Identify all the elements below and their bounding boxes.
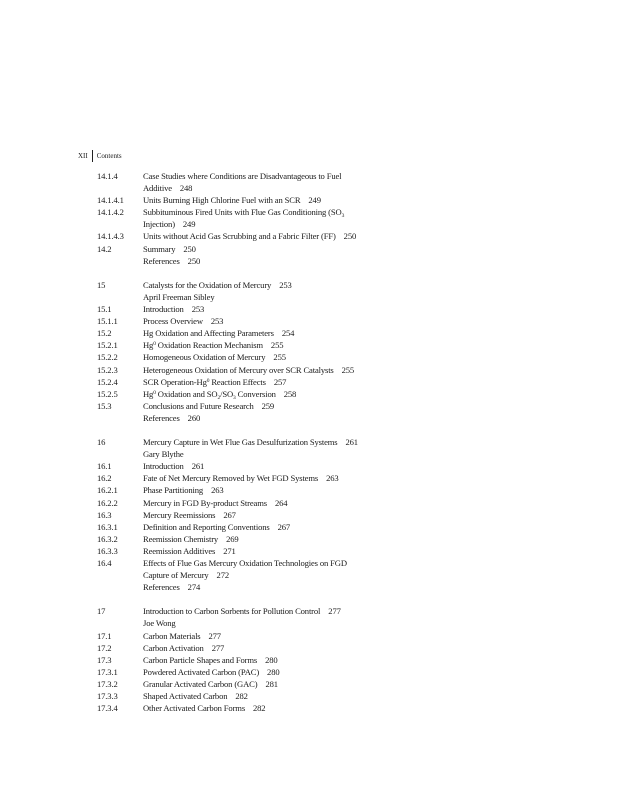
toc-title-text: SCR Operation-Hg [143, 376, 207, 387]
toc-entry-title [143, 339, 397, 351]
table-of-contents [97, 170, 397, 714]
toc-title-text: Conversion [235, 388, 276, 399]
toc-entry-number: 14.2 [97, 243, 112, 254]
subscript: 3 [341, 213, 345, 220]
toc-page-number: 269 [226, 533, 239, 544]
toc-entry-number: 15.1.1 [97, 316, 118, 327]
toc-entry-title [143, 521, 397, 533]
toc-title-text: Powdered Activated Carbon (PAC) [143, 666, 260, 677]
toc-entry-title [143, 351, 397, 363]
toc-page-number: 250 [183, 243, 196, 254]
toc-page-number: 259 [261, 400, 275, 411]
toc-entry [97, 533, 397, 545]
toc-entry-number: 16.2.2 [97, 497, 118, 508]
toc-title-text: Carbon Materials [143, 630, 201, 641]
toc-page-number: 277 [211, 642, 225, 653]
toc-entry-number: 17.3.4 [97, 703, 118, 714]
toc-entry-number: 14.1.4.1 [97, 195, 124, 206]
toc-entry-title [143, 436, 397, 448]
toc-page-number: 258 [283, 388, 297, 399]
toc-entry-number: 14.1.4.3 [97, 231, 124, 242]
toc-entry-title [143, 472, 397, 484]
toc-entry-title [143, 243, 397, 255]
toc-title-text: Carbon Particle Shapes and Forms [143, 654, 258, 665]
toc-entry-number: 17.3 [97, 654, 112, 665]
toc-entry-title [143, 460, 397, 472]
toc-entry [97, 460, 397, 472]
toc-entry-number: 16.4 [97, 558, 112, 568]
toc-page-number: 263 [211, 485, 224, 496]
toc-entry [97, 678, 397, 690]
toc-page-number: 282 [235, 691, 248, 702]
toc-title-text: Gary Blythe [143, 449, 184, 460]
toc-entry-number: 14.1.4.2 [97, 207, 124, 218]
toc-entry [97, 484, 397, 496]
page-number: XII [78, 152, 88, 160]
toc-entry-title [143, 194, 397, 206]
toc-entry-number [97, 581, 143, 593]
toc-entry-number: 16.2.1 [97, 485, 118, 496]
toc-page-number: 257 [273, 376, 287, 387]
toc-entry-number: 15.2.1 [97, 340, 118, 351]
toc-title-text: Mercury in FGD By-product Streams [143, 497, 267, 508]
toc-entry-title [143, 545, 397, 557]
toc-page-number: 249 [308, 195, 321, 206]
toc-page-number: 253 [279, 279, 292, 290]
toc-entry [97, 448, 397, 460]
toc-entry-number: 17.3.2 [97, 678, 118, 689]
toc-entry [97, 412, 397, 424]
toc-entry-title [143, 303, 397, 315]
running-header [78, 150, 122, 162]
toc-page-number: 253 [191, 304, 205, 315]
toc-entry-title [143, 291, 397, 303]
toc-entry-number: 16.3 [97, 509, 112, 520]
toc-entry-title [143, 327, 397, 339]
toc-entry-number: 15.3 [97, 400, 112, 411]
toc-entry-title [143, 279, 397, 291]
toc-entry [97, 206, 397, 230]
toc-entry-title [143, 412, 397, 424]
toc-title-text: Catalysts for the Oxidation of Mercury [143, 279, 272, 290]
toc-entry [97, 327, 397, 339]
toc-entry-number: 16.3.1 [97, 521, 118, 532]
toc-entry-number: 17 [97, 606, 106, 617]
toc-title-text: Effects of Flue Gas Mercury Oxidation Technologies on FGD [143, 558, 347, 568]
section-spacer [97, 593, 397, 605]
toc-title-text: Joe Wong [143, 618, 176, 629]
toc-title-text: Units Burning High Chlorine Fuel with an SCR [143, 195, 301, 206]
toc-entry-number: 15.2.5 [97, 388, 118, 399]
toc-title-text: Shaped Activated Carbon [143, 691, 228, 702]
toc-title-text: Case Studies where Conditions are Disadvantageous to Fuel [143, 171, 342, 181]
toc-entry-number: 16.3.3 [97, 545, 118, 556]
toc-entry [97, 400, 397, 412]
toc-entry-number [97, 255, 143, 267]
toc-entry-title [143, 206, 397, 230]
toc-entry-number: 17.3.3 [97, 691, 118, 702]
subscript: 2 [217, 394, 221, 401]
toc-entry-number: 14.1.4 [97, 171, 118, 181]
toc-entry-number: 16.2 [97, 473, 112, 484]
toc-page-number: 277 [328, 606, 341, 617]
toc-page-number: 255 [273, 352, 286, 363]
toc-entry-number [97, 448, 143, 460]
toc-entry [97, 194, 397, 206]
toc-entry-number: 15.2.3 [97, 364, 118, 375]
toc-entry [97, 545, 397, 557]
toc-entry [97, 497, 397, 509]
toc-entry-number: 15.2.2 [97, 352, 118, 363]
toc-page-number: 261 [345, 437, 358, 448]
toc-title-text: References [143, 412, 180, 423]
toc-entry-title [143, 617, 397, 629]
toc-title-text: Process Overview [143, 316, 203, 327]
toc-entry-title [143, 230, 397, 242]
toc-entry [97, 509, 397, 521]
toc-entry [97, 690, 397, 702]
toc-title-text: Introduction [143, 304, 184, 315]
toc-entry [97, 388, 397, 400]
toc-title-text: Granular Activated Carbon (GAC) [143, 678, 258, 689]
toc-entry-title [143, 666, 397, 678]
toc-entry-title [143, 581, 397, 593]
superscript: 0 [153, 341, 156, 348]
toc-title-text: April Freeman Sibley [143, 291, 215, 302]
toc-entry [97, 376, 397, 388]
toc-title-text: Mercury Reemissions [143, 509, 216, 520]
toc-entry-title [143, 678, 397, 690]
toc-page-number: 274 [187, 582, 201, 593]
toc-entry-title [143, 533, 397, 545]
toc-entry [97, 581, 397, 593]
toc-entry-title [143, 702, 397, 714]
toc-page-number: 249 [182, 219, 196, 230]
toc-page-number: 255 [341, 364, 355, 375]
toc-page-number: 264 [274, 497, 288, 508]
toc-entry-title [143, 484, 397, 496]
toc-title-text: Subbituminous Fired Units with Flue Gas Conditioning (SO [143, 207, 342, 218]
toc-title-text: Mercury Capture in Wet Flue Gas Desulfurization Systems [143, 437, 338, 448]
toc-entry [97, 279, 397, 291]
toc-entry [97, 230, 397, 242]
toc-entry-number: 17.2 [97, 642, 112, 653]
toc-title-text: Hg [143, 340, 154, 351]
toc-page-number: 248 [179, 183, 193, 194]
toc-entry-title [143, 509, 397, 521]
toc-title-text: Definition and Reporting Conventions [143, 521, 270, 532]
toc-entry [97, 315, 397, 327]
toc-title-text: Oxidation and SO [155, 388, 218, 399]
toc-title-text: Hg [143, 388, 154, 399]
header-divider [92, 150, 93, 162]
toc-title-text: Fate of Net Mercury Removed by Wet FGD Systems [143, 473, 319, 484]
toc-entry [97, 472, 397, 484]
toc-page-number: 277 [208, 630, 221, 641]
toc-title-continuation: Capture of Mercury [143, 570, 209, 581]
toc-entry-number [97, 412, 143, 424]
toc-entry [97, 666, 397, 678]
toc-entry [97, 521, 397, 533]
running-header-title: Contents [96, 152, 122, 160]
toc-entry [97, 255, 397, 267]
toc-title-text: Oxidation Reaction Mechanism [155, 340, 263, 351]
toc-entry [97, 291, 397, 303]
toc-title-text: References [143, 255, 180, 266]
toc-page-number: 267 [223, 509, 236, 520]
toc-title-text: Heterogeneous Oxidation of Mercury over SCR Catalysts [143, 364, 334, 375]
toc-entry-number: 15.2.4 [97, 376, 118, 387]
toc-entry [97, 364, 397, 376]
toc-entry [97, 436, 397, 448]
toc-entry [97, 702, 397, 714]
toc-entry [97, 170, 397, 194]
toc-entry-title [143, 654, 397, 666]
toc-title-text: Introduction to Carbon Sorbents for Pollution Control [143, 606, 321, 617]
toc-entry-number: 15 [97, 279, 106, 290]
toc-entry [97, 351, 397, 363]
toc-title-text: Phase Partitioning [143, 485, 204, 496]
toc-page-number: 263 [326, 473, 339, 484]
toc-page-number: 260 [187, 412, 201, 423]
toc-title-text: Summary [143, 243, 176, 254]
toc-entry-number: 15.1 [97, 304, 112, 315]
toc-page-number: 261 [191, 461, 205, 472]
toc-entry-number: 17.1 [97, 630, 112, 641]
toc-entry-title [143, 605, 397, 617]
toc-title-text: Hg Oxidation and Affecting Parameters [143, 328, 274, 339]
superscript: 0 [206, 377, 210, 384]
toc-page-number: 282 [253, 703, 266, 714]
toc-title-text: Homogeneous Oxidation of Mercury [143, 352, 266, 363]
toc-page-number: 253 [210, 316, 224, 327]
toc-entry [97, 557, 397, 581]
toc-entry-title [143, 315, 397, 327]
toc-entry [97, 630, 397, 642]
toc-title-text: Introduction [143, 461, 184, 472]
toc-entry-title [143, 364, 397, 376]
toc-title-text: Other Activated Carbon Forms [143, 703, 246, 714]
toc-entry [97, 642, 397, 654]
toc-entry-number [97, 291, 143, 303]
toc-entry-number: 16.3.2 [97, 533, 118, 544]
toc-entry-title [143, 497, 397, 509]
toc-entry-number: 16.1 [97, 461, 112, 472]
toc-title-text: Units without Acid Gas Scrubbing and a Fabric Filter (FF) [143, 231, 336, 242]
toc-title-text: Reemission Chemistry [143, 533, 219, 544]
toc-title-text: Conclusions and Future Research [143, 400, 254, 411]
toc-entry-number: 16 [97, 437, 106, 448]
toc-title-text: /SO [220, 388, 234, 399]
toc-entry-number [97, 617, 143, 629]
toc-page-number: 280 [267, 666, 280, 677]
toc-page-number: 281 [265, 678, 278, 689]
toc-title-text: Carbon Activation [143, 642, 204, 653]
toc-entry-title [143, 388, 397, 400]
section-spacer [97, 267, 397, 279]
toc-entry-number: 17.3.1 [97, 666, 118, 677]
toc-entry-title [143, 690, 397, 702]
toc-page-number: 271 [223, 545, 236, 556]
toc-title-text: Reemission Additives [143, 545, 216, 556]
superscript: 0 [153, 389, 156, 396]
toc-entry-title [143, 400, 397, 412]
toc-page-number: 254 [281, 328, 295, 339]
toc-entry-title [143, 255, 397, 267]
toc-entry [97, 243, 397, 255]
toc-entry-title [143, 642, 397, 654]
toc-entry-title [143, 557, 397, 581]
toc-title-text: Reaction Effects [209, 376, 266, 387]
toc-page-number: 272 [216, 570, 229, 581]
toc-page-number: 250 [343, 231, 357, 242]
toc-entry-title [143, 376, 397, 388]
toc-entry [97, 339, 397, 351]
toc-title-continuation: Injection) [143, 219, 175, 230]
toc-entry [97, 617, 397, 629]
toc-entry-title [143, 630, 397, 642]
toc-entry [97, 303, 397, 315]
toc-entry [97, 654, 397, 666]
section-spacer [97, 424, 397, 436]
toc-title-continuation: Additive [143, 183, 172, 194]
toc-entry-number: 15.2 [97, 328, 112, 339]
toc-page-number: 267 [277, 521, 291, 532]
toc-entry-title [143, 448, 397, 460]
toc-page-number: 250 [187, 255, 201, 266]
toc-entry-title [143, 170, 397, 194]
toc-entry [97, 605, 397, 617]
toc-page-number: 255 [270, 340, 284, 351]
subscript: 3 [233, 394, 236, 401]
toc-page-number: 280 [265, 654, 278, 665]
toc-title-text: References [143, 582, 180, 593]
